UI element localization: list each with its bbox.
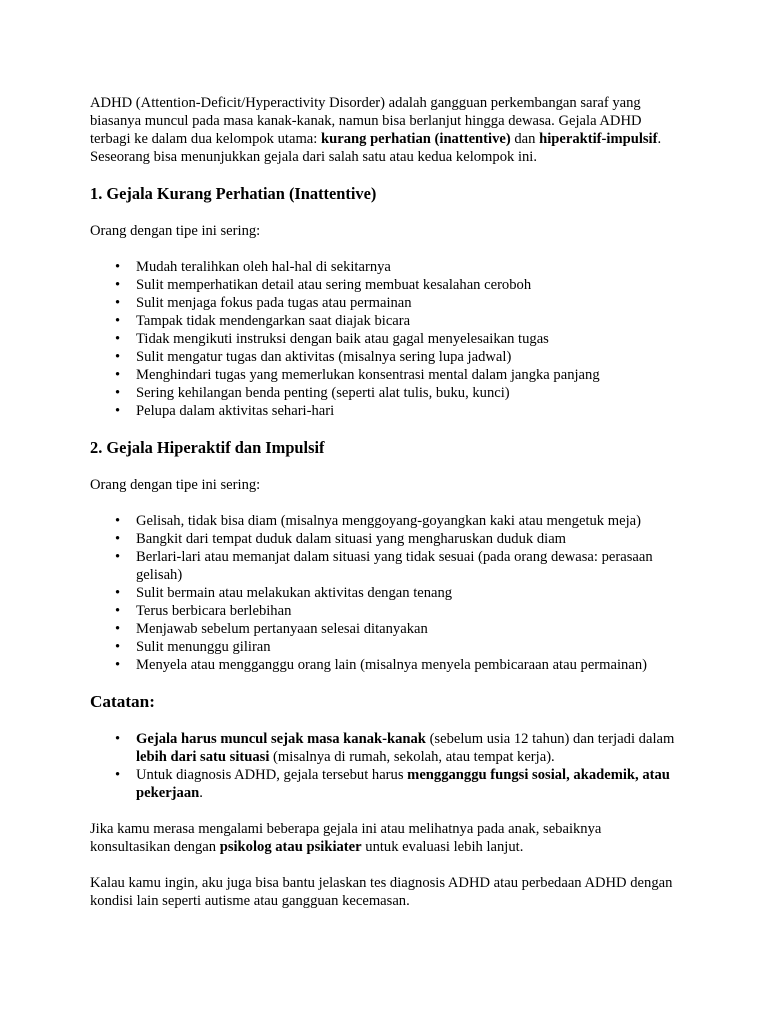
section1-list [90, 258, 680, 420]
closing-paragraph-1 [90, 820, 680, 856]
list-item [136, 766, 680, 802]
section2-list [90, 512, 680, 674]
intro-text-2: dan [510, 131, 540, 147]
note2-bold-1: mengganggu fungsi sosial, akademik, atau pekerjaan [136, 767, 670, 801]
section1-lead: Orang dengan tipe ini sering: [90, 223, 261, 239]
list-item: • Sulit mengatur tugas dan aktivitas (misalnya sering lupa jadwal) [136, 348, 680, 366]
intro-text-1: ADHD (Attention-Deficit/Hyperactivity Disorder) adalah gangguan perkembangan saraf yang biasanya muncul pada masa kanak-kanak, namun bisa berlanjut hingga dewasa. Gejala ADHD terbagi ke dalam dua kelompok utama: [90, 95, 642, 147]
note1-text-2: (misalnya di rumah, sekolah, atau tempat kerja). [269, 749, 555, 765]
intro-text-3: . Seseorang bisa menunjukkan gejala dari salah satu atau kedua kelompok ini. [90, 131, 662, 165]
list-item: • Bangkit dari tempat duduk dalam situasi yang mengharuskan duduk diam [136, 530, 680, 548]
closing2-text: Kalau kamu ingin, aku juga bisa bantu jelaskan tes diagnosis ADHD atau perbedaan ADHD dengan kondisi lain seperti autisme atau gangguan kecemasan. [90, 875, 673, 909]
closing-paragraph-2 [90, 874, 680, 910]
document-page [90, 94, 680, 910]
list-item: • Mudah teralihkan oleh hal-hal di sekitarnya [136, 258, 680, 276]
list-item: • Tidak mengikuti instruksi dengan baik atau gagal menyelesaikan tugas [136, 330, 680, 348]
list-item: • Terus berbicara berlebihan [136, 602, 680, 620]
notes-heading: Catatan: [90, 692, 155, 711]
note2-text-2: . [199, 785, 203, 801]
list-item: • Sulit bermain atau melakukan aktivitas dengan tenang [136, 584, 680, 602]
list-item: • Sulit menunggu giliran [136, 638, 680, 656]
notes-list [90, 730, 680, 802]
list-item: • Sering kehilangan benda penting (seperti alat tulis, buku, kunci) [136, 384, 680, 402]
list-item: • Tampak tidak mendengarkan saat diajak bicara [136, 312, 680, 330]
note1-bold-2: lebih dari satu situasi [136, 749, 270, 765]
note1-text-1: (sebelum usia 12 tahun) dan terjadi dalam [425, 731, 675, 747]
list-item: • Menyela atau mengganggu orang lain (misalnya menyela pembicaraan atau permainan) [136, 656, 680, 674]
note2-text-1: Untuk diagnosis ADHD, gejala tersebut harus [136, 767, 408, 783]
closing1-bold: psikolog atau psikiater [219, 839, 362, 855]
list-item: • Sulit memperhatikan detail atau sering membuat kesalahan ceroboh [136, 276, 680, 294]
intro-bold-hyperactive: hiperaktif-impulsif [539, 131, 658, 147]
list-item: • Sulit menjaga fokus pada tugas atau permainan [136, 294, 680, 312]
section2-lead: Orang dengan tipe ini sering: [90, 477, 261, 493]
note1-bold-1: Gejala harus muncul sejak masa kanak-kanak [136, 731, 426, 747]
section2-heading: 2. Gejala Hiperaktif dan Impulsif [90, 438, 325, 457]
intro-bold-inattentive: kurang perhatian (inattentive) [321, 131, 511, 147]
list-item: • Gelisah, tidak bisa diam (misalnya menggoyang-goyangkan kaki atau mengetuk meja) [136, 512, 680, 530]
list-item: • Berlari-lari atau memanjat dalam situasi yang tidak sesuai (pada orang dewasa: perasaan gelisah) [136, 548, 680, 584]
list-item: • Menjawab sebelum pertanyaan selesai ditanyakan [136, 620, 680, 638]
list-item [136, 730, 680, 766]
closing1-text-1: Jika kamu merasa mengalami beberapa gejala ini atau melihatnya pada anak, sebaiknya konsultasikan dengan [90, 821, 602, 855]
intro-paragraph [90, 94, 680, 166]
list-item: • Menghindari tugas yang memerlukan konsentrasi mental dalam jangka panjang [136, 366, 680, 384]
section1-heading: 1. Gejala Kurang Perhatian (Inattentive) [90, 184, 377, 203]
list-item: • Pelupa dalam aktivitas sehari-hari [136, 402, 680, 420]
closing1-text-2: untuk evaluasi lebih lanjut. [361, 839, 524, 855]
